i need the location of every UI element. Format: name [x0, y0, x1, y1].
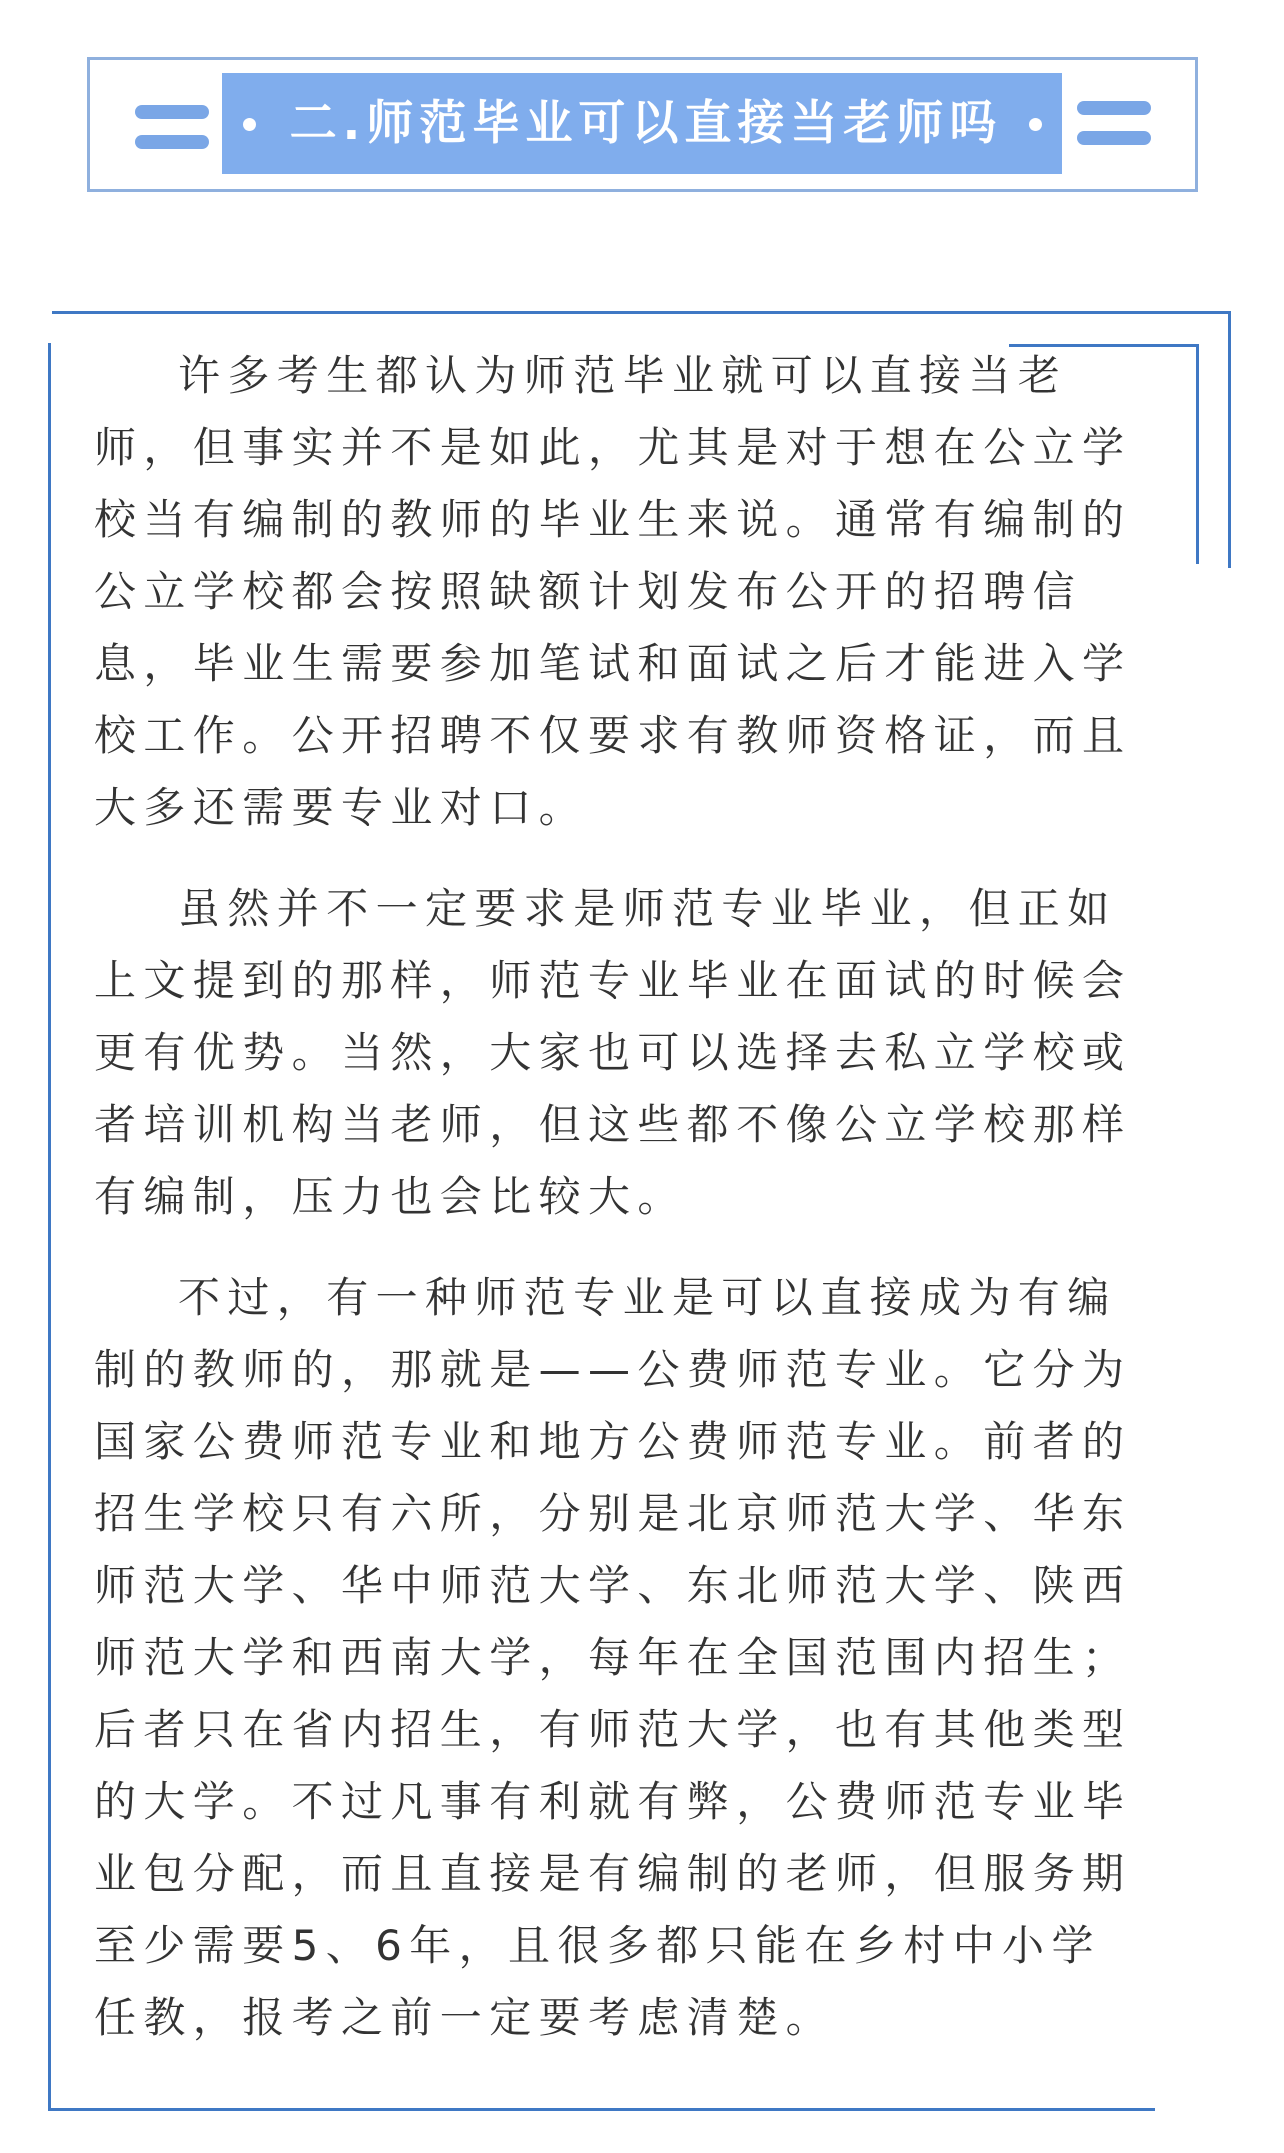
paragraph-2: 虽然并不一定要求是师范专业毕业，但正如上文提到的那样，师范专业毕业在面试的时候会更有优势。当然，大家也可以选择去私立学校或者培训机构当老师，但这些都不像公立学校那样有编制，压力也会比较大。 [94, 884, 1132, 1221]
frame-line-bottom [48, 2108, 1155, 2111]
section-title-banner [222, 73, 1062, 174]
double-bar-decoration-left [135, 105, 209, 153]
double-bar-decoration-right [1077, 101, 1151, 149]
bar-decoration [1077, 131, 1151, 145]
bar-decoration [135, 135, 209, 149]
bar-decoration [1077, 101, 1151, 115]
paragraph-3: 不过，有一种师范专业是可以直接成为有编制的教师的，那就是——公费师范专业。它分为国家公费师范专业和地方公费师范专业。前者的招生学校只有六所，分别是北京师范大学、华东师范大学、华中师范大学、东北师范大学、陕西师范大学和西南大学，每年在全国范围内招生；后者只在省内招生，有师范大学，也有其他类型的大学。不过凡事有利就有弊，公费师范专业毕业包分配，而且直接是有编制的老师，但服务期至少需要5、6年，且很多都只能在乡村中小学任教，报考之前一定要考虑清楚。 [94, 1273, 1132, 2042]
bar-decoration [135, 105, 209, 119]
frame-line-left [48, 343, 51, 2111]
frame-line-right [1228, 311, 1231, 568]
section-title: 二.师范毕业可以直接当老师吗 [289, 96, 1003, 151]
paragraph-1: 许多考生都认为师范毕业就可以直接当老师，但事实并不是如此，尤其是对于想在公立学校当有编制的教师的毕业生来说。通常有编制的公立学校都会按照缺额计划发布公开的招聘信息，毕业生需要参加笔试和面试之后才能进入学校工作。公开招聘不仅要求有教师资格证，而且大多还需要专业对口。 [94, 351, 1132, 832]
dot-decoration-right [1029, 118, 1042, 131]
frame-corner-inner-vertical [1196, 344, 1199, 564]
frame-line-top [52, 311, 1231, 314]
article-body [94, 340, 1149, 2083]
